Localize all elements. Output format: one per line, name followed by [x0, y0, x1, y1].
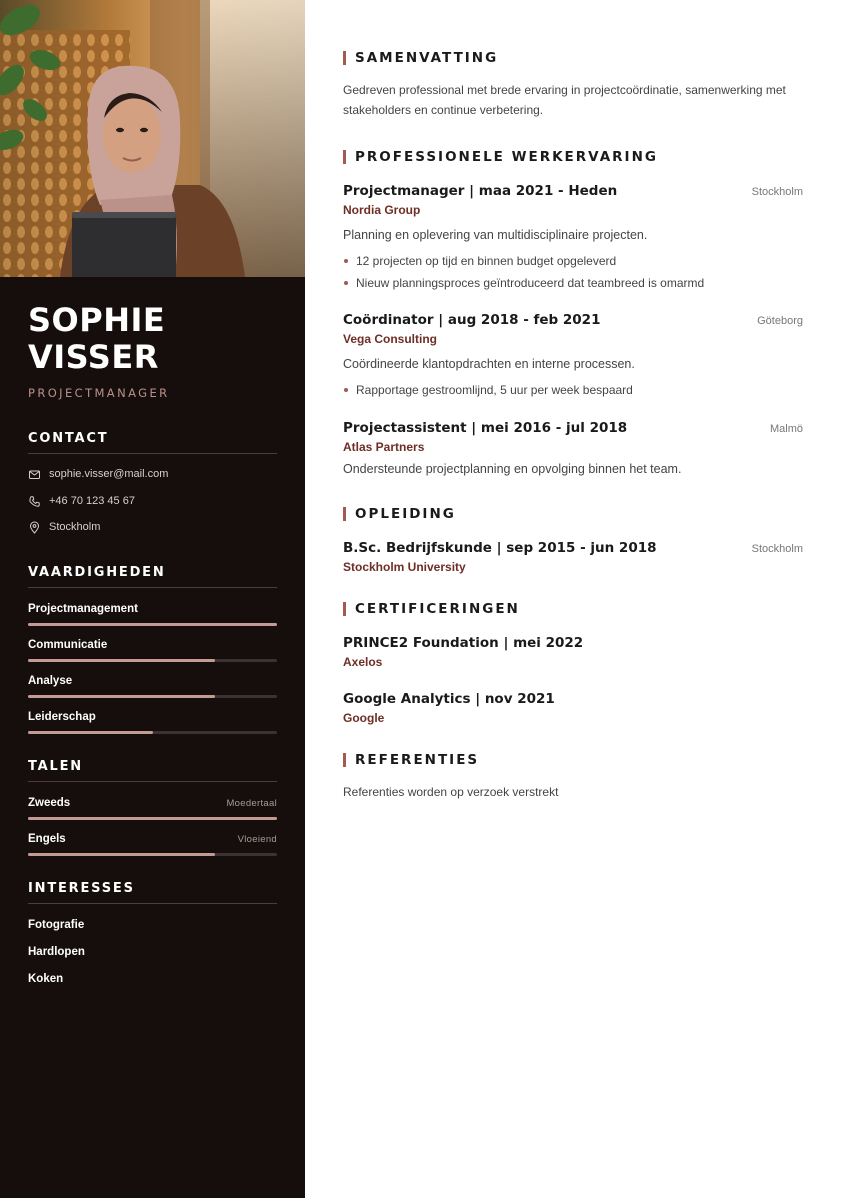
bullet-item: Rapportage gestroomlijnd, 5 uur per week bespaard [343, 379, 803, 401]
experience-entry [343, 312, 803, 401]
interest-item: Hardlopen [28, 946, 85, 958]
experience-entry [343, 183, 803, 294]
language-bar-fill [28, 817, 277, 820]
entry-location: Göteborg [757, 315, 803, 327]
skill-analyse [28, 675, 277, 698]
email-text: sophie.visser@mail.com [49, 468, 169, 480]
entry-title: Coördinator | aug 2018 - feb 2021 [343, 312, 601, 328]
entry-title: PRINCE2 Foundation | mei 2022 [343, 635, 584, 651]
languages-heading: TALEN [28, 759, 277, 782]
entry-description: Ondersteunde projectplanning en opvolging binnen het team. [343, 462, 682, 476]
education-entry [343, 540, 803, 574]
skill-bar [28, 623, 277, 626]
profile-photo [0, 0, 305, 277]
bullet-item: 12 projecten op tijd en binnen budget opgeleverd [343, 250, 803, 272]
language-level: Moedertaal [226, 798, 277, 809]
certification-entry [343, 635, 803, 669]
summary-heading [343, 50, 498, 66]
interest-item: Fotografie [28, 919, 85, 931]
entry-description: Coördineerde klantopdrachten en interne processen. [343, 357, 635, 371]
skill-label: Projectmanagement [28, 603, 138, 615]
skill-label: Communicatie [28, 639, 108, 651]
candidate-name [28, 302, 165, 376]
skill-communicatie [28, 639, 277, 662]
entry-organization: Atlas Partners [343, 440, 425, 454]
entry-title: B.Sc. Bedrijfskunde | sep 2015 - jun 2018 [343, 540, 657, 556]
bullet-item: Nieuw planningsproces geïntroduceerd dat teambreed is omarmd [343, 272, 803, 294]
interest-item: Koken [28, 973, 64, 985]
summary-heading-text: SAMENVATTING [355, 50, 499, 66]
skill-bar [28, 731, 277, 734]
language-label: Engels [28, 833, 66, 845]
interests-heading: INTERESSES [28, 881, 277, 904]
summary-text: Gedreven professional met brede ervaring in projectcoördinatie, samenwerking met stakeholders en continue verbetering. [343, 83, 786, 117]
language-zweeds [28, 797, 277, 820]
entry-title: Projectassistent | mei 2016 - jul 2018 [343, 420, 628, 436]
references-heading [343, 752, 479, 768]
experience-heading-text: PROFESSIONELE WERKERVARING [355, 149, 658, 165]
language-label: Zweeds [28, 797, 71, 809]
skill-label: Leiderschap [28, 711, 96, 723]
location-text: Stockholm [49, 521, 101, 533]
certifications-heading-text: CERTIFICERINGEN [355, 601, 520, 617]
contact-email[interactable] [28, 466, 168, 482]
entry-organization: Google [343, 711, 385, 725]
certification-entry [343, 691, 803, 725]
contact-phone[interactable] [28, 493, 135, 509]
entry-organization: Axelos [343, 655, 383, 669]
sidebar [0, 0, 305, 1198]
job-title: PROJECTMANAGER [28, 386, 170, 400]
references-heading-text: REFERENTIES [355, 752, 480, 768]
language-bar [28, 853, 277, 856]
education-heading-text: OPLEIDING [355, 506, 456, 522]
contact-heading: CONTACT [28, 431, 277, 454]
skill-bar [28, 695, 277, 698]
entry-bullets [343, 250, 803, 294]
entry-description: Planning en oplevering van multidisciplinaire projecten. [343, 228, 648, 242]
references-text: Referenties worden op verzoek verstrekt [343, 785, 559, 799]
entry-organization: Stockholm University [343, 560, 466, 574]
skill-bar-fill [28, 623, 277, 626]
phone-icon [28, 495, 41, 508]
experience-entry [343, 420, 803, 476]
entry-title: Google Analytics | nov 2021 [343, 691, 555, 707]
last-name: VISSER [28, 338, 159, 376]
education-heading [343, 506, 456, 522]
skill-bar [28, 659, 277, 662]
entry-organization: Nordia Group [343, 203, 421, 217]
skill-label: Analyse [28, 675, 73, 687]
location-pin-icon [28, 521, 41, 534]
contact-location [28, 519, 100, 535]
entry-location: Stockholm [751, 186, 803, 198]
entry-location: Stockholm [751, 543, 803, 555]
skills-heading: VAARDIGHEDEN [28, 565, 277, 588]
skill-leiderschap [28, 711, 277, 734]
entry-location: Malmö [769, 423, 803, 435]
skill-bar-fill [28, 731, 153, 734]
mail-icon [28, 468, 41, 481]
experience-heading [343, 149, 658, 165]
phone-text: +46 70 123 45 67 [49, 495, 135, 507]
language-level: Vloeiend [237, 834, 277, 845]
certifications-heading [343, 601, 520, 617]
language-bar-fill [28, 853, 215, 856]
skill-bar-fill [28, 659, 215, 662]
skill-projectmanagement [28, 603, 277, 626]
language-engels [28, 833, 277, 856]
language-bar [28, 817, 277, 820]
entry-organization: Vega Consulting [343, 332, 438, 346]
entry-title: Projectmanager | maa 2021 - Heden [343, 183, 618, 199]
skill-bar-fill [28, 695, 215, 698]
first-name: SOPHIE [28, 301, 166, 339]
entry-bullets [343, 379, 803, 401]
